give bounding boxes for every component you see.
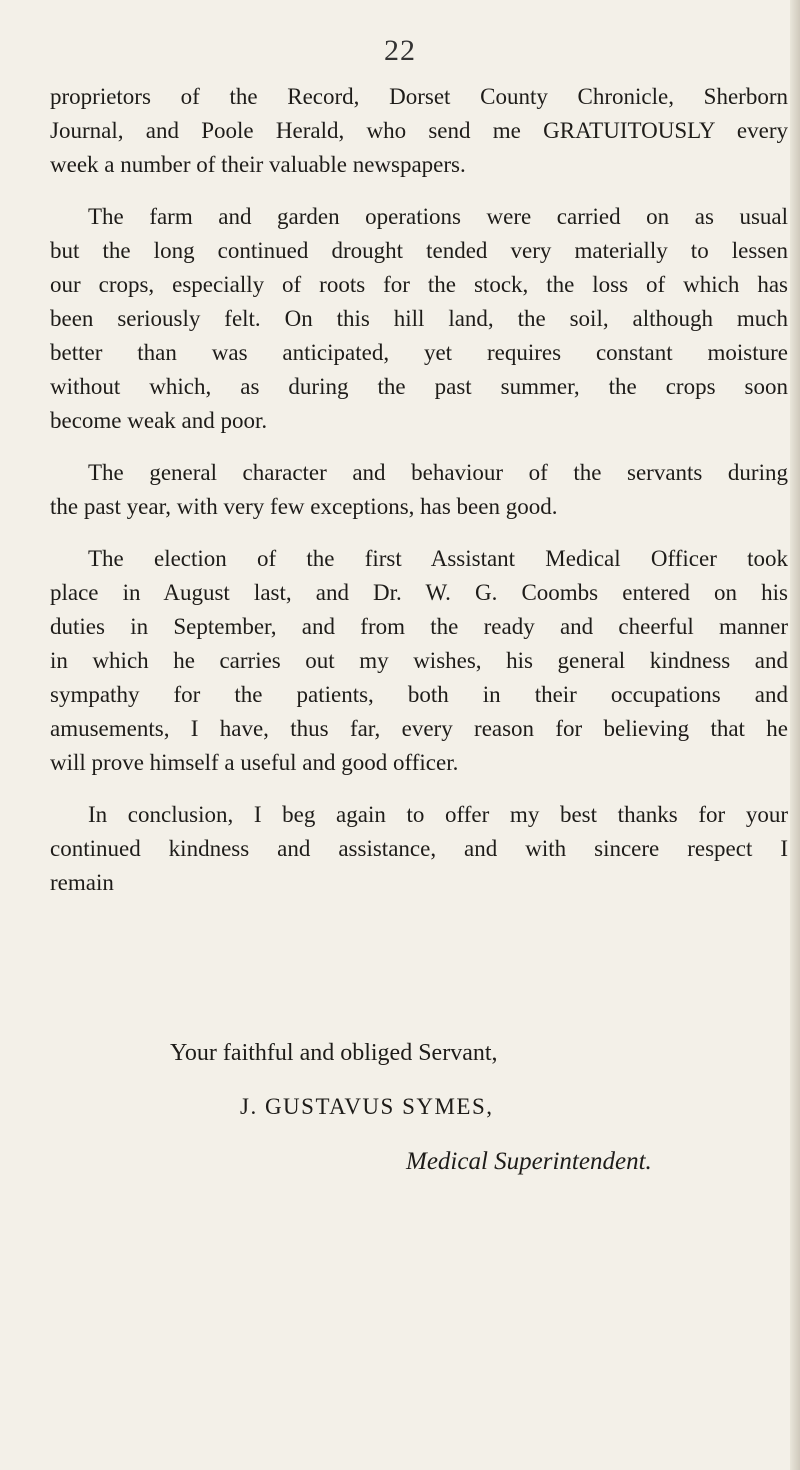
signature-title: Medical Superintendent. xyxy=(406,1148,652,1175)
signature-name: J. GUSTAVUS SYMES, xyxy=(240,1094,494,1119)
text-line: duties in September, and from the ready and cheerful manner xyxy=(50,614,788,639)
text-line: will prove himself a useful and good officer. xyxy=(50,750,459,775)
text-line: our crops, especially of roots for the stock, the loss of which has xyxy=(50,272,788,297)
text-line: continued kindness and assistance, and with sincere respect I xyxy=(50,836,788,861)
text-line: Journal, and Poole Herald, who send me GRATUITOUSLY every xyxy=(50,118,788,143)
text-line: the past year, with very few exceptions, has been good. xyxy=(50,494,558,519)
text-line: amusements, I have, thus far, every reason for believing that he xyxy=(50,716,788,741)
page-edge xyxy=(790,0,800,1470)
paragraph-newspapers xyxy=(50,80,788,182)
paragraph-servants xyxy=(50,456,788,524)
paragraph-conclusion xyxy=(50,798,788,900)
text-line: in which he carries out my wishes, his general kindness and xyxy=(50,648,788,673)
closing-phrase: Your faithful and obliged Servant, xyxy=(170,1040,498,1066)
paragraph-farm xyxy=(50,200,788,438)
text-line: better than was anticipated, yet requires constant moisture xyxy=(50,340,788,365)
paragraph-election xyxy=(50,542,788,780)
text-line: become weak and poor. xyxy=(50,408,268,433)
text-line: without which, as during the past summer, the crops soon xyxy=(50,374,788,399)
text-line: The farm and garden operations were carried on as usual xyxy=(88,204,788,229)
text-line: proprietors of the Record, Dorset County Chronicle, Sherborn xyxy=(50,84,788,109)
body-text xyxy=(50,80,788,918)
text-line: The election of the first Assistant Medical Officer took xyxy=(88,546,788,571)
text-line: place in August last, and Dr. W. G. Coombs entered on his xyxy=(50,580,788,605)
text-line: been seriously felt. On this hill land, the soil, although much xyxy=(50,306,788,331)
text-line: week a number of their valuable newspapers. xyxy=(50,152,466,177)
text-line: The general character and behaviour of the servants during xyxy=(88,460,788,485)
text-line: sympathy for the patients, both in their occupations and xyxy=(50,682,788,707)
text-line: In conclusion, I beg again to offer my best thanks for your xyxy=(88,802,788,827)
text-line: but the long continued drought tended very materially to lessen xyxy=(50,238,788,263)
page-number: 22 xyxy=(384,34,416,67)
text-line: remain xyxy=(50,870,114,895)
